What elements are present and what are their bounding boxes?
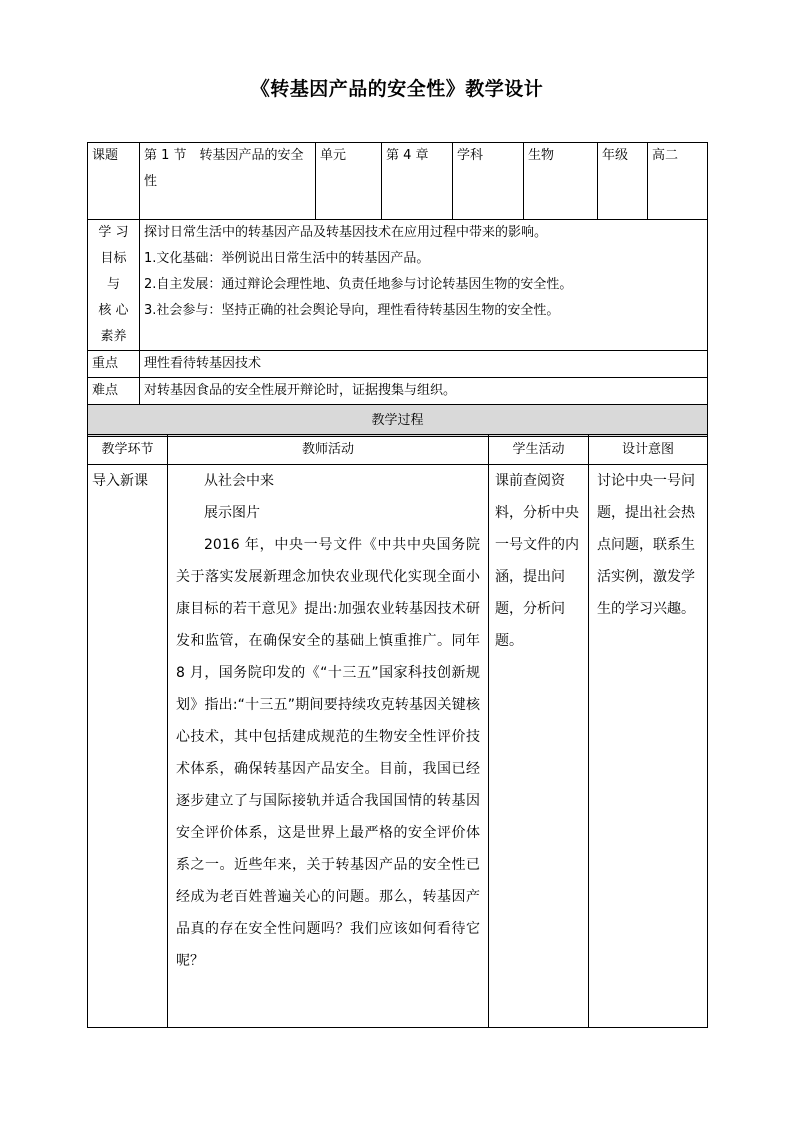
grade-value: 高二 [648, 143, 708, 220]
goals-label-line: 目标 [100, 251, 127, 266]
difficulty-label: 难点 [88, 378, 140, 405]
subject-label: 学科 [453, 143, 524, 220]
goals-label-line: 核 心 [98, 303, 129, 318]
column-header-student: 学生活动 [489, 435, 589, 465]
teacher-activity-cell [168, 465, 489, 1028]
teacher-line: 展示图片 [204, 505, 260, 521]
goals-label-line: 与 [106, 277, 120, 292]
lesson-info-table [87, 142, 708, 437]
column-header-teacher: 教师活动 [168, 435, 489, 465]
subject-value: 生物 [524, 143, 598, 220]
unit-label: 单元 [316, 143, 382, 220]
lesson-label: 课题 [88, 143, 140, 220]
goals-content [140, 220, 708, 351]
document-title: 《转基因产品的安全性》教学设计 [250, 78, 544, 100]
goals-label [88, 220, 140, 351]
teaching-process-table [87, 434, 708, 1028]
key-point-label: 重点 [88, 351, 140, 378]
design-intent-cell: 讨论中央一号问题，提出社会热点问题，联系生活实例，激发学生的学习兴趣。 [589, 465, 708, 1028]
lesson-value: 第 1 节 转基因产品的安全性 [140, 143, 316, 220]
goals-label-line: 素养 [100, 329, 127, 344]
goal-line: 1.文化基础：举例说出日常生活中的转基因产品。 [144, 251, 430, 266]
goal-line: 2.自主发展：通过辩论会理性地、负责任地参与讨论转基因生物的安全性。 [144, 277, 573, 292]
student-activity-cell: 课前查阅资料，分析中央一号文件的内涵，提出问题，分析问题。 [489, 465, 589, 1028]
column-header-stage: 教学环节 [88, 435, 168, 465]
teacher-paragraph: 2016 年，中央一号文件《中共中央国务院关于落实发展新理念加快农业现代化实现全面小康目标的若干意见》提出:加强农业转基因技术研发和监管，在确保安全的基础上慎重推广。同年 8 月，国务院印发的《“十三五”国家科技创新规划》指出:“十三五”期间要持续攻克转基因关键核心技术，其中包括建成规范的生物安全性评价技术体系，确保转基因产品安全。目前，我国已经逐步建立了与国际接轨并适合我国国情的转基因安全评价体系，这是世界上最严格的安全评价体系之一。近些年来，关于转基因产品的安全性已经成为老百姓普遍关心的问题。那么，转基因产品真的存在安全性问题吗？我们应该如何看待它呢？ [176, 537, 480, 969]
stage-cell: 导入新课 [88, 465, 168, 1028]
unit-value: 第 4 章 [382, 143, 453, 220]
goals-label-line: 学 习 [98, 225, 129, 240]
goal-line: 3.社会参与：坚持正确的社会舆论导向，理性看待转基因生物的安全性。 [144, 303, 560, 318]
process-header: 教学过程 [88, 405, 708, 437]
goal-line: 探讨日常生活中的转基因产品及转基因技术在应用过程中带来的影响。 [144, 225, 548, 240]
difficulty-value: 对转基因食品的安全性展开辩论时，证据搜集与组织。 [140, 378, 708, 405]
grade-label: 年级 [598, 143, 648, 220]
key-point-value: 理性看待转基因技术 [140, 351, 708, 378]
teacher-line: 从社会中来 [204, 473, 274, 489]
column-header-intent: 设计意图 [589, 435, 708, 465]
